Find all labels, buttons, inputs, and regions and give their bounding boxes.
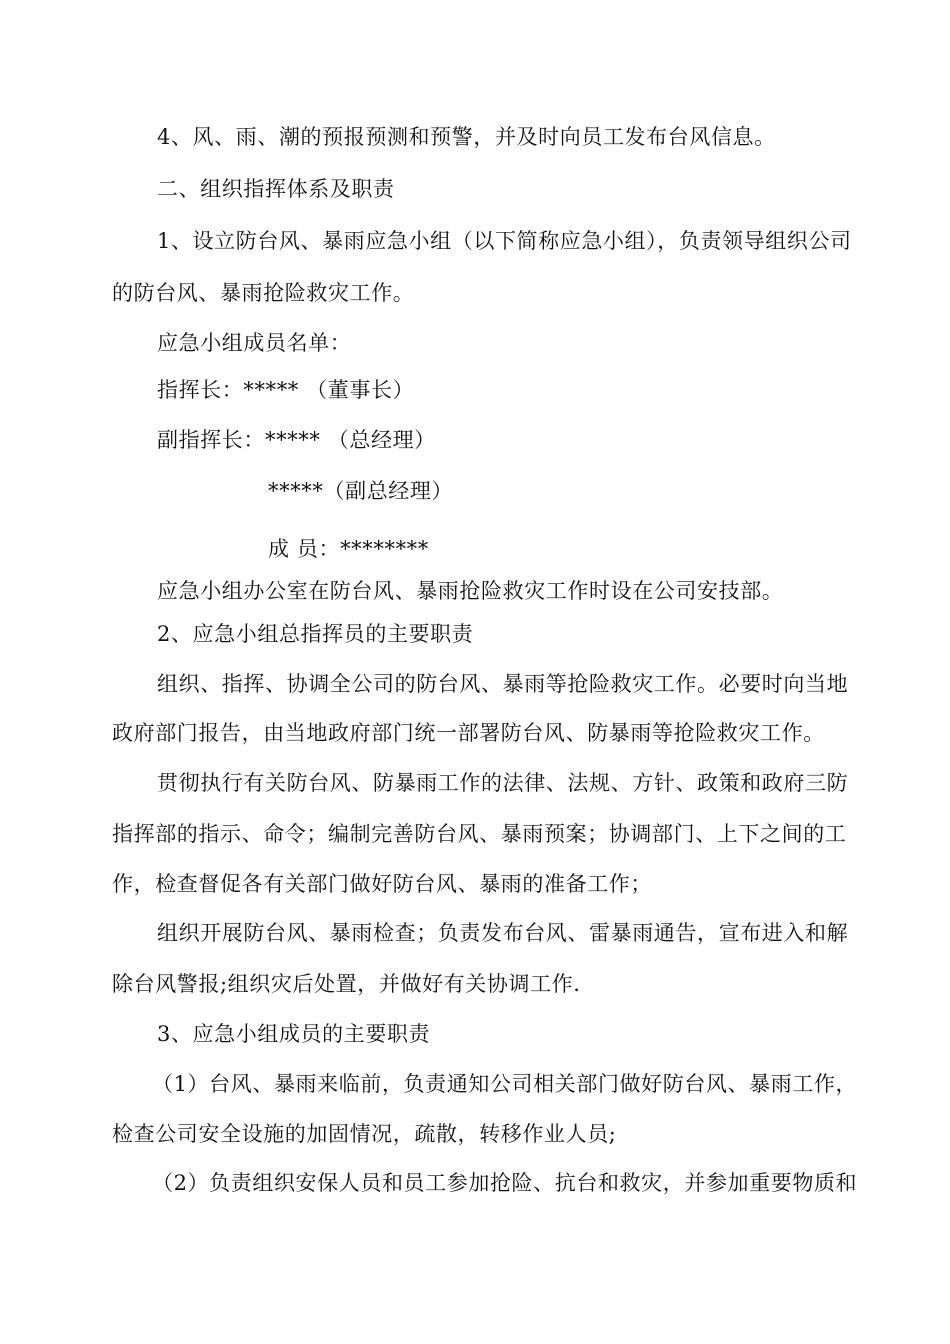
member-duty-1-line-2: 检查公司安全设施的加固情况，疏散，转移作业人员;	[112, 1122, 617, 1146]
paragraph-1-line-2: 的防台风、暴雨抢险救灾工作。	[112, 281, 415, 305]
deputy-commander-line-2: *****（副总经理）	[268, 479, 454, 503]
duties-paragraph-2-line-3: 作，检查督促各有关部门做好防台风、暴雨的准备工作；	[112, 872, 652, 896]
office-location-line: 应急小组办公室在防台风、暴雨抢险救灾工作时设在公司安技部。	[157, 579, 784, 603]
member-duty-2-line-1: （2）负责组织安保人员和员工参加抢险、抗台和救灾，并参加重要物质和	[152, 1171, 858, 1195]
duties-paragraph-3-line-2: 除台风警报;组织灾后处置，并做好有关协调工作.	[112, 972, 581, 996]
member-list-title: 应急小组成员名单：	[157, 331, 352, 355]
commander-line: 指挥长：***** （董事长）	[157, 378, 415, 402]
section-heading-2: 二、组织指挥体系及职责	[157, 177, 395, 201]
section-heading-3-duties: 3、应急小组成员的主要职责	[157, 1022, 431, 1046]
duties-paragraph-2-line-1: 贯彻执行有关防台风、防暴雨工作的法律、法规、方针、政策和政府三防	[157, 771, 849, 795]
duties-paragraph-1-line-1: 组织、指挥、协调全公司的防台风、暴雨等抢险救灾工作。必要时向当地	[157, 672, 849, 696]
duties-paragraph-2-line-2: 指挥部的指示、命令；编制完善防台风、暴雨预案；协调部门、上下之间的工	[112, 822, 847, 846]
member-duty-1-line-1: （1）台风、暴雨来临前，负责通知公司相关部门做好防台风、暴雨工作，	[152, 1072, 858, 1096]
duties-paragraph-3-line-1: 组织开展防台风、暴雨检查；负责发布台风、雷暴雨通告，宣布进入和解	[157, 921, 849, 945]
paragraph-1-line-1: 1、设立防台风、暴雨应急小组（以下简称应急小组），负责领导组织公司	[157, 229, 852, 253]
section-heading-2-duties: 2、应急小组总指挥员的主要职责	[157, 622, 474, 646]
members-line: 成 员：********	[268, 537, 429, 561]
paragraph-item-4-forecast: 4、风、雨、潮的预报预测和预警，并及时向员工发布台风信息。	[157, 125, 776, 149]
duties-paragraph-1-line-2: 政府部门报告，由当地政府部门统一部署防台风、防暴雨等抢险救灾工作。	[112, 721, 825, 745]
deputy-commander-line: 副指挥长：***** （总经理）	[157, 428, 436, 452]
